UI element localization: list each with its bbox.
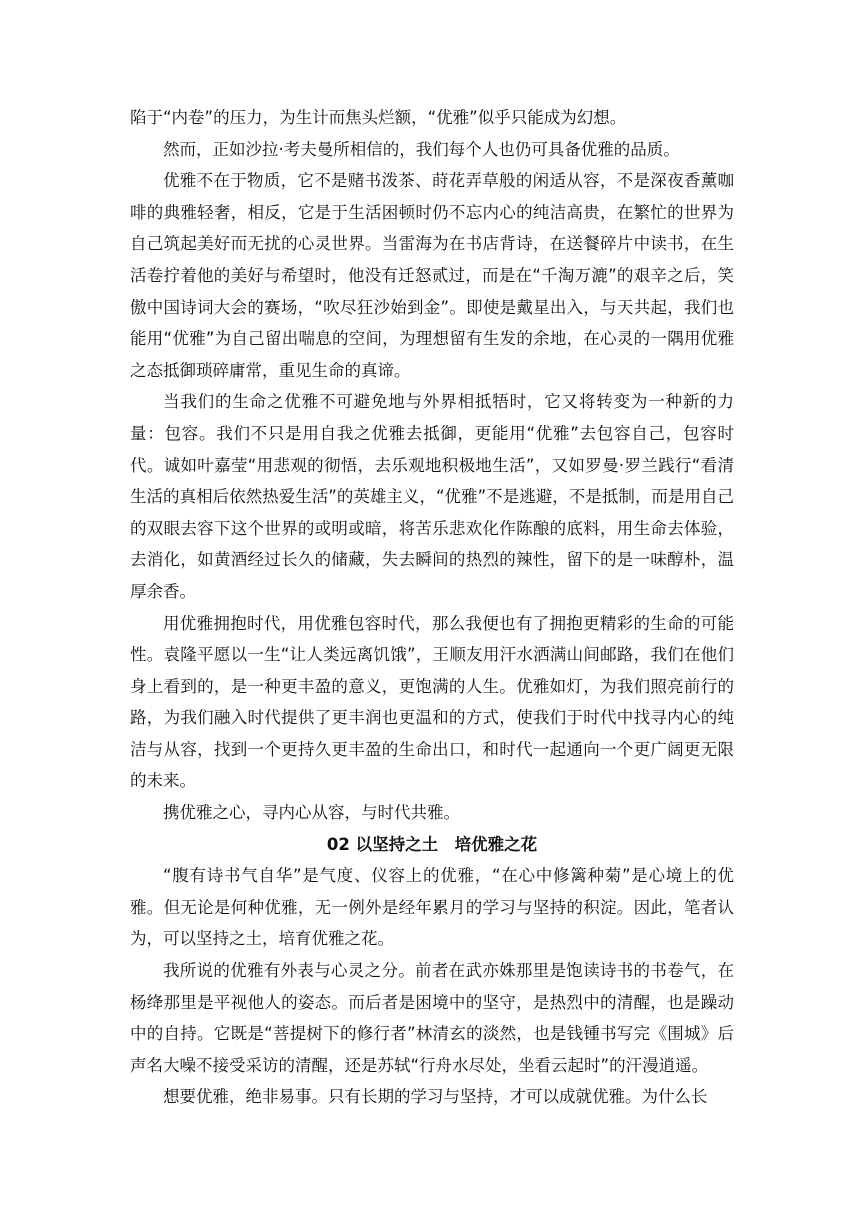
paragraph: “腹有诗书气自华”是气度、仪容上的优雅，“在心中修篱种菊”是心境上的优雅。但无论是何种优雅，无一例外是经年累月的学习与坚持的积淀。因此，笔者认为，可以坚持之土，培育优雅之花。 — [130, 866, 734, 949]
paragraph: 优雅不在于物质，它不是赌书泼茶、莳花弄草般的闲适从容，不是深夜香薰咖啡的典雅轻奢，相反，它是于生活困顿时仍不忘内心的纯洁高贵，在繁忙的世界为自己筑起美好而无扰的心灵世界。当雷海为在书店背诗，在送餐碎片中读书，在生活卷拧着他的美好与希望时，他没有迁怒贰过，而是在“千淘万漉”的艰辛之后，笑傲中国诗词大会的赛场，“吹尽狂沙始到金”。即使是戴星出入，与天共起，我们也能用“优雅”为自己留出喘息的空间，为理想留有生发的余地，在心灵的一隅用优雅之态抵御琐碎庸常，重见生命的真谛。 — [130, 171, 734, 380]
paragraph-truncated: 想要优雅，绝非易事。只有长期的学习与坚持，才可以成就优雅。为什么长 — [163, 1087, 708, 1107]
paragraph: 当我们的生命之优雅不可避免地与外界相抵牾时，它又将转变为一种新的力量：包容。我们不只是用自我之优雅去抵御，更能用“优雅”去包容自己，包容时代。诚如叶嘉莹“用悲观的彻悟，去乐观地积极地生活”，又如罗曼·罗兰践行“看清生活的真相后依然热爱生活”的英雄主义，“优雅”不是逃避，不是抵制，而是用自己的双眼去容下这个世界的或明或暗，将苦乐悲欢化作陈酿的底料，用生命去体验，去消化，如黄酒经过长久的储藏，失去瞬间的热烈的辣性，留下的是一味醇朴，温厚余香。 — [130, 392, 734, 601]
paragraph: 用优雅拥抱时代，用优雅包容时代，那么我便也有了拥抱更精彩的生命的可能性。袁隆平愿以一生“让人类远离饥饿”，王顺友用汗水洒满山间邮路，我们在他们身上看到的，是一种更丰盈的意义，更饱满的人生。优雅如灯，为我们照亮前行的路，为我们融入时代提供了更丰润也更温和的方式，使我们于时代中找寻内心的纯洁与从容，找到一个更持久更丰盈的生命出口，和时代一起通向一个更广阔更无限的未来。 — [130, 613, 734, 791]
paragraph: 我所说的优雅有外表与心灵之分。前者在武亦姝那里是饱读诗书的书卷气，在杨绛那里是平视他人的姿态。而后者是困境中的坚守，是热烈中的清醒，也是躁动中的自持。它既是“菩提树下的修行者”林清玄的淡然，也是钱锺书写完《围城》后声名大噪不接受采访的清醒，还是苏轼“行舟水尽处，坐看云起时”的汗漫逍遥。 — [130, 961, 734, 1075]
essay-body — [130, 102, 734, 1113]
paragraph: 携优雅之心，寻内心从容，与时代共雅。 — [163, 803, 460, 823]
paragraph: 然而，正如沙拉·考夫曼所相信的，我们每个人也仍可具备优雅的品质。 — [163, 139, 680, 159]
paragraph-continued: 陷于“内卷”的压力，为生计而焦头烂额，“优雅”似乎只能成为幻想。 — [130, 108, 627, 127]
section-heading: 02 以坚持之土 培优雅之花 — [326, 834, 538, 854]
